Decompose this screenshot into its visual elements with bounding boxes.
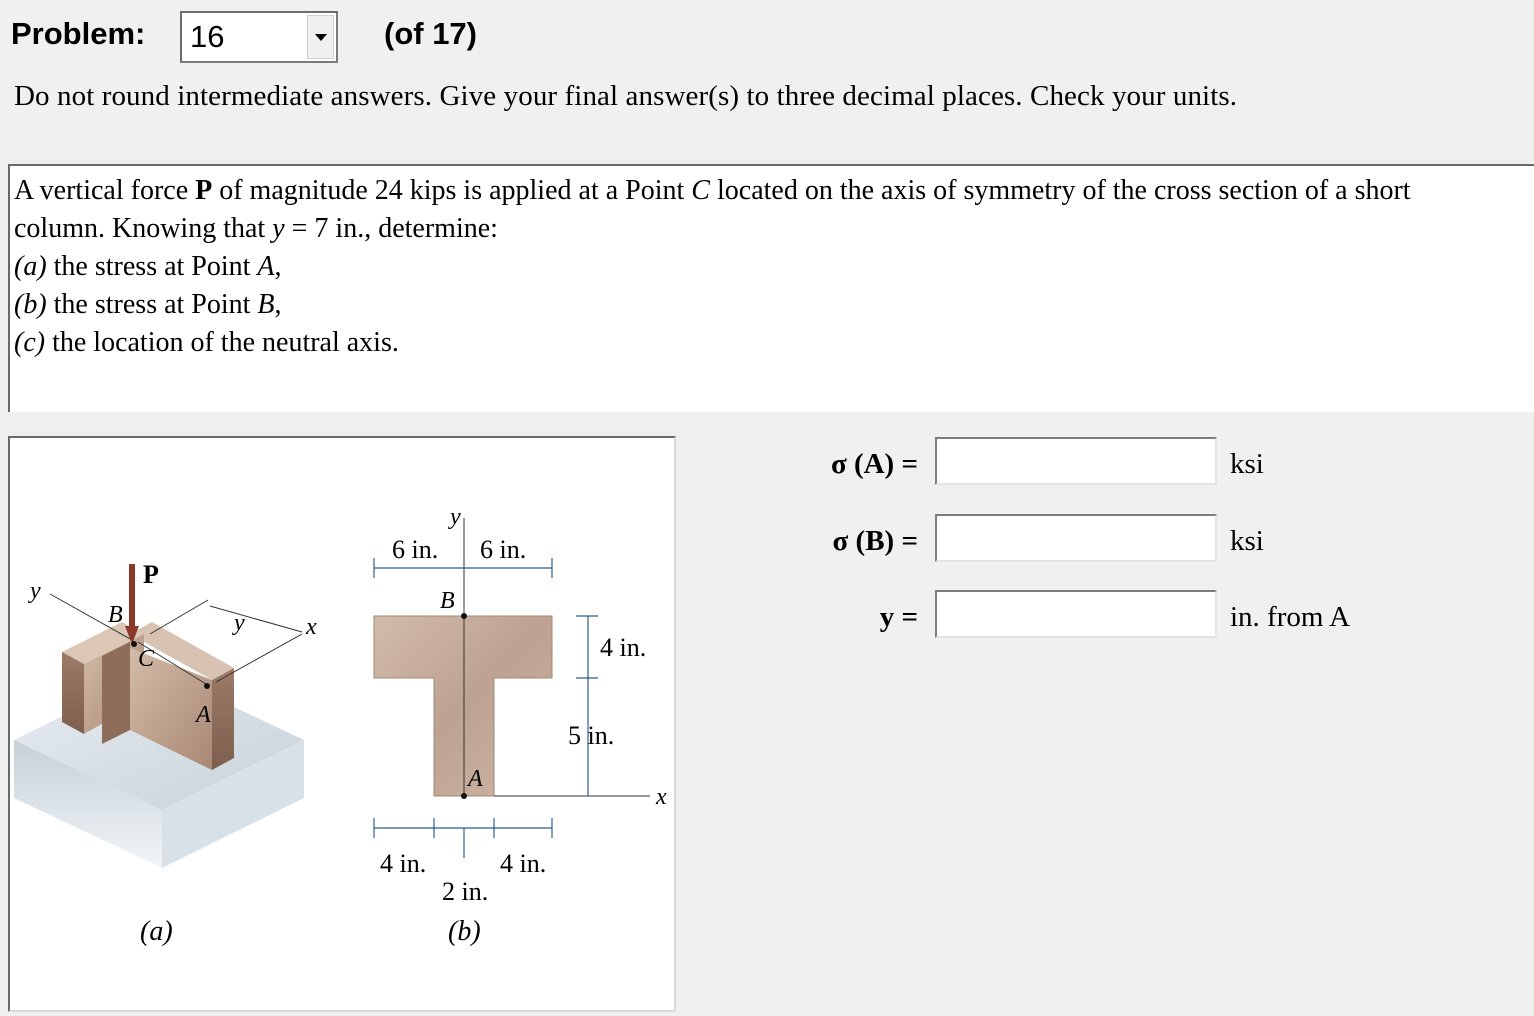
dim-bottom-left: 4 in. [380, 849, 427, 878]
column-web-side [212, 668, 234, 770]
statement-text: of magnitude 24 kips is applied at a Point [212, 175, 692, 206]
y-input[interactable] [935, 590, 1217, 638]
dim-right-bottom: 5 in. [568, 721, 615, 750]
point-symbol: B [257, 289, 275, 320]
figure-a [14, 560, 317, 947]
dim-ext-2 [216, 634, 302, 682]
sigma-a-label: σ (A) = [830, 448, 918, 480]
dim-bottom-center: 2 in. [442, 877, 489, 906]
problem-select-value: 16 [190, 19, 225, 54]
label-a: A [196, 702, 211, 728]
part-text: the stress at Point [46, 289, 258, 320]
problem-select[interactable] [180, 11, 338, 63]
right-dimension [576, 616, 598, 796]
x-dim-line [210, 606, 302, 632]
part-b [14, 286, 1534, 324]
statement-line-2 [14, 210, 1534, 248]
dim-top-right: 6 in. [480, 535, 527, 564]
sigma-b-input[interactable] [935, 514, 1217, 562]
point-symbol: A [257, 251, 275, 282]
problem-statement [8, 164, 1534, 412]
part-text: the location of the neutral axis. [45, 327, 399, 358]
column-edge [102, 642, 130, 744]
part-letter: (a) [14, 251, 47, 282]
sigma-b-label: σ (B) = [832, 525, 918, 557]
variable-symbol: y [272, 213, 285, 244]
statement-line-1 [14, 172, 1534, 210]
tee-cross-section [374, 616, 552, 796]
dim-right-top: 4 in. [600, 633, 647, 662]
part-c [14, 324, 1534, 362]
part-text: , [274, 251, 282, 282]
y-label: y = [879, 601, 918, 633]
chevron-down-icon [315, 34, 327, 41]
point-a-dot [204, 683, 210, 689]
column-flange-side [62, 652, 84, 734]
label-p: P [143, 560, 159, 589]
instructions-text: Do not round intermediate answers. Give your final answer(s) to three decimal places. Check your units. [14, 80, 1238, 112]
label-y-axis: y [30, 578, 41, 604]
dim-top-left: 6 in. [392, 535, 439, 564]
statement-text: A vertical force [14, 175, 196, 206]
problem-count: (of 17) [384, 16, 477, 51]
point-symbol: C [691, 175, 710, 206]
dim-ext-1 [150, 600, 208, 634]
caption-b: (b) [448, 916, 481, 947]
label-a: A [468, 766, 483, 792]
y-unit: in. from A [1230, 601, 1351, 633]
point-c-dot [131, 641, 137, 647]
part-letter: (c) [14, 327, 46, 358]
statement-text: located on the axis of symmetry of the cross section of a short [709, 175, 1411, 206]
dropdown-button[interactable] [307, 15, 334, 59]
part-text: the stress at Point [46, 251, 258, 282]
part-a [14, 248, 1534, 286]
figure-drawing [10, 438, 674, 1010]
label-x-axis: x [306, 614, 317, 640]
label-b: B [108, 602, 123, 628]
dim-bottom-right: 4 in. [500, 849, 547, 878]
force-symbol: P [195, 175, 213, 206]
problem-label: Problem: [11, 16, 146, 51]
figure-b [374, 504, 667, 947]
label-x: x [656, 784, 667, 810]
sigma-b-unit: ksi [1230, 525, 1264, 557]
sigma-a-input[interactable] [935, 437, 1217, 485]
label-b: B [440, 588, 455, 614]
point-a-dot [461, 793, 467, 799]
statement-text: column. Knowing that [14, 213, 273, 244]
label-c: C [138, 646, 155, 672]
part-letter: (b) [14, 289, 47, 320]
part-text: , [274, 289, 282, 320]
label-y-offset: y [234, 610, 245, 636]
statement-text: = 7 in., determine: [284, 213, 498, 244]
problem-figure [8, 436, 676, 1012]
sigma-a-unit: ksi [1230, 448, 1264, 480]
caption-a: (a) [140, 916, 173, 947]
label-y: y [450, 504, 461, 530]
point-b-dot [461, 613, 467, 619]
